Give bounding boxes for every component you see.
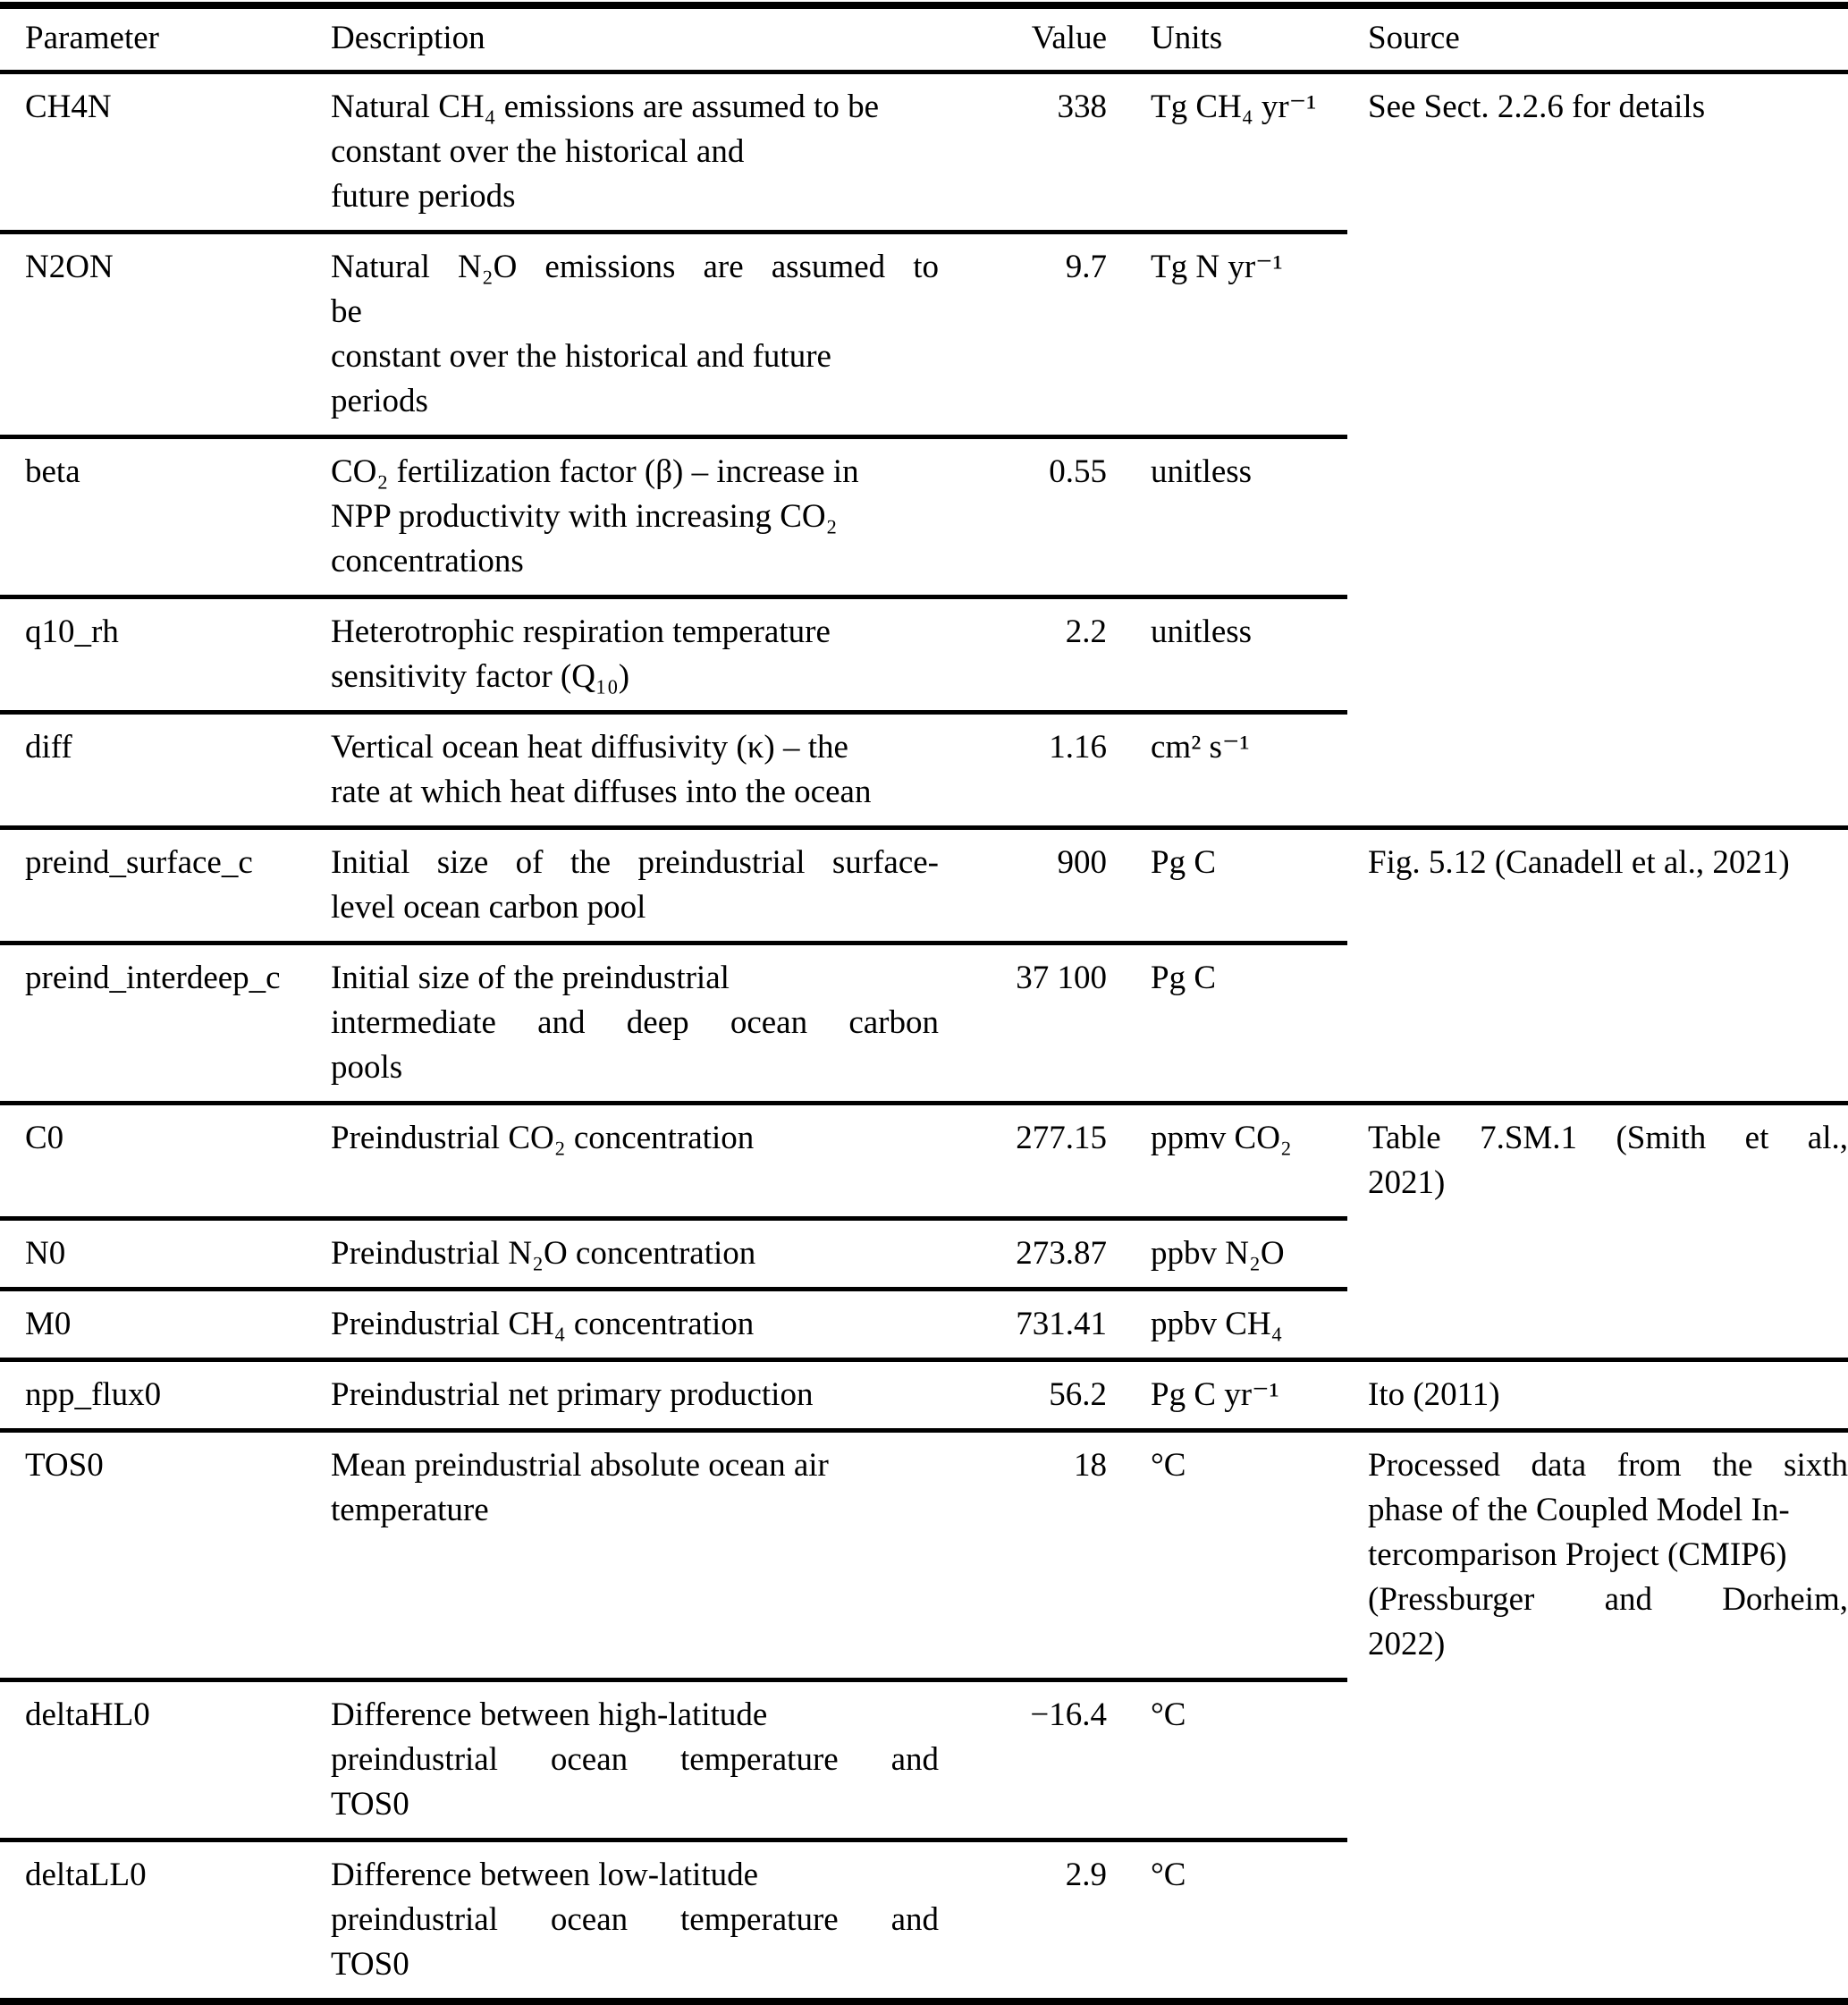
row-value: 900 [1057, 844, 1107, 881]
text-line: (Pressburger and Dorheim, [1368, 1581, 1848, 1618]
table-row [0, 830, 1848, 941]
row-value: 277.15 [1016, 1120, 1107, 1156]
text-line: Initial size of the preindustrial [331, 960, 730, 996]
table-row [0, 1682, 1848, 1838]
text-line: Difference between high-latitude [331, 1696, 768, 1733]
row-source [1368, 1443, 1848, 1667]
text-line: Table 7.SM.1 (Smith et al., [1368, 1120, 1848, 1156]
row-value: 1.16 [1049, 729, 1107, 766]
row-parameter: preind_interdeep_c [25, 960, 281, 996]
text-line: See Sect. 2.2.6 for details [1368, 89, 1706, 125]
text-line: rate at which heat diffuses into the ocean [331, 774, 872, 810]
row-units: °C [1151, 1857, 1186, 1893]
text-line: 2022) [1368, 1626, 1446, 1662]
text-line: intermediate and deep ocean carbon [331, 1004, 939, 1041]
row-value: 56.2 [1049, 1376, 1107, 1413]
text-line: Heterotrophic respiration temperature [331, 613, 831, 650]
row-units: °C [1151, 1447, 1186, 1484]
row-units: Tg N yr⁻¹ [1151, 249, 1283, 285]
table-row [0, 1362, 1848, 1428]
text-line: temperature [331, 1492, 489, 1528]
row-units: cm² s⁻¹ [1151, 729, 1250, 766]
row-value: 0.55 [1049, 453, 1107, 490]
row-parameter: diff [25, 729, 72, 766]
row-description [331, 85, 939, 219]
row-parameter: npp_flux0 [25, 1376, 162, 1413]
row-units: Tg CH₄ yr⁻¹ [1151, 89, 1317, 125]
row-description [331, 1231, 939, 1276]
text-line: Processed data from the sixth [1368, 1447, 1848, 1484]
row-parameter: beta [25, 453, 80, 490]
row-units: ppmv CO₂ [1151, 1120, 1292, 1156]
text-line: tercomparison Project (CMIP6) [1368, 1536, 1787, 1573]
row-parameter: deltaLL0 [25, 1857, 147, 1893]
table-row [0, 1842, 1848, 1998]
text-line: Preindustrial N₂O concentration [331, 1235, 756, 1272]
row-description [331, 1302, 939, 1347]
row-parameter: C0 [25, 1120, 64, 1156]
table-row [0, 715, 1848, 825]
text-line: be [331, 293, 362, 330]
row-source [1368, 841, 1848, 885]
table-row [0, 234, 1848, 435]
col-header-parameter: Parameter [25, 20, 159, 56]
row-value: 338 [1057, 89, 1107, 125]
row-units: unitless [1151, 613, 1253, 650]
text-line: sensitivity factor (Q₁₀) [331, 658, 630, 695]
text-line: Difference between low-latitude [331, 1857, 759, 1893]
row-description [331, 1853, 939, 1987]
text-line: CO₂ fertilization factor (β) – increase in [331, 453, 859, 490]
row-parameter: N0 [25, 1235, 66, 1272]
row-description [331, 450, 939, 584]
table-header-row [0, 9, 1848, 70]
row-units: °C [1151, 1696, 1186, 1733]
col-header-source: Source [1368, 20, 1460, 56]
row-value: 2.9 [1065, 1857, 1107, 1893]
table-top-rule [0, 2, 1848, 9]
text-line: TOS0 [331, 1786, 409, 1823]
table-row [0, 1291, 1848, 1358]
text-line: future periods [331, 178, 516, 215]
row-units: ppbv CH₄ [1151, 1306, 1283, 1342]
row-description [331, 1373, 939, 1417]
text-line: Preindustrial net primary production [331, 1376, 814, 1413]
text-line: Ito (2011) [1368, 1376, 1500, 1413]
row-parameter: q10_rh [25, 613, 119, 650]
text-line: Natural CH₄ emissions are assumed to be [331, 89, 879, 125]
text-line: Vertical ocean heat diffusivity (κ) – the [331, 729, 848, 766]
table-row [0, 599, 1848, 710]
text-line: Fig. 5.12 (Canadell et al., 2021) [1368, 844, 1790, 881]
row-parameter: M0 [25, 1306, 72, 1342]
row-description [331, 956, 939, 1090]
row-description [331, 725, 939, 815]
text-line: Natural N₂O emissions are assumed to [331, 249, 939, 285]
text-line: level ocean carbon pool [331, 889, 646, 926]
row-source [1368, 1116, 1848, 1206]
text-line: periods [331, 383, 428, 419]
text-line: constant over the historical and [331, 133, 745, 170]
row-parameter: deltaHL0 [25, 1696, 150, 1733]
row-description [331, 245, 939, 424]
row-parameter: TOS0 [25, 1447, 104, 1484]
row-value: 9.7 [1065, 249, 1107, 285]
text-line: Preindustrial CO₂ concentration [331, 1120, 755, 1156]
table-row [0, 945, 1848, 1101]
col-header-value: Value [1031, 20, 1107, 56]
text-line: Preindustrial CH₄ concentration [331, 1306, 755, 1342]
row-value: 273.87 [1016, 1235, 1107, 1272]
row-description [331, 1443, 939, 1533]
row-value: 2.2 [1065, 613, 1107, 650]
table-row [0, 439, 1848, 595]
row-value: 18 [1074, 1447, 1107, 1484]
text-line: NPP productivity with increasing CO₂ [331, 498, 838, 535]
table-row [0, 1433, 1848, 1678]
table-bottom-rule [0, 1998, 1848, 2005]
row-source [1368, 1373, 1848, 1417]
row-value: −16.4 [1030, 1696, 1107, 1733]
text-line: phase of the Coupled Model In- [1368, 1492, 1790, 1528]
row-units: Pg C [1151, 960, 1217, 996]
row-parameter: N2ON [25, 249, 114, 285]
col-header-units: Units [1151, 20, 1223, 56]
row-source [1368, 85, 1848, 130]
text-line: Mean preindustrial absolute ocean air [331, 1447, 829, 1484]
text-line: constant over the historical and future [331, 338, 831, 375]
text-line: 2021) [1368, 1164, 1446, 1201]
col-header-description: Description [331, 20, 485, 56]
row-description [331, 841, 939, 930]
table-row [0, 1221, 1848, 1287]
text-line: preindustrial ocean temperature and [331, 1741, 939, 1778]
row-units: unitless [1151, 453, 1253, 490]
row-units: Pg C yr⁻¹ [1151, 1376, 1279, 1413]
row-description [331, 1116, 939, 1161]
text-line: TOS0 [331, 1946, 409, 1983]
text-line: pools [331, 1049, 403, 1086]
row-description [331, 610, 939, 699]
row-description [331, 1693, 939, 1827]
table-row [0, 74, 1848, 230]
row-parameter: CH4N [25, 89, 112, 125]
row-parameter: preind_surface_c [25, 844, 253, 881]
row-value: 731.41 [1016, 1306, 1107, 1342]
row-units: Pg C [1151, 844, 1217, 881]
row-value: 37 100 [1016, 960, 1107, 996]
text-line: Initial size of the preindustrial surface- [331, 844, 939, 881]
table-row [0, 1105, 1848, 1216]
table-body [0, 74, 1848, 1998]
row-units: ppbv N₂O [1151, 1235, 1285, 1272]
text-line: preindustrial ocean temperature and [331, 1901, 939, 1938]
text-line: concentrations [331, 543, 524, 580]
